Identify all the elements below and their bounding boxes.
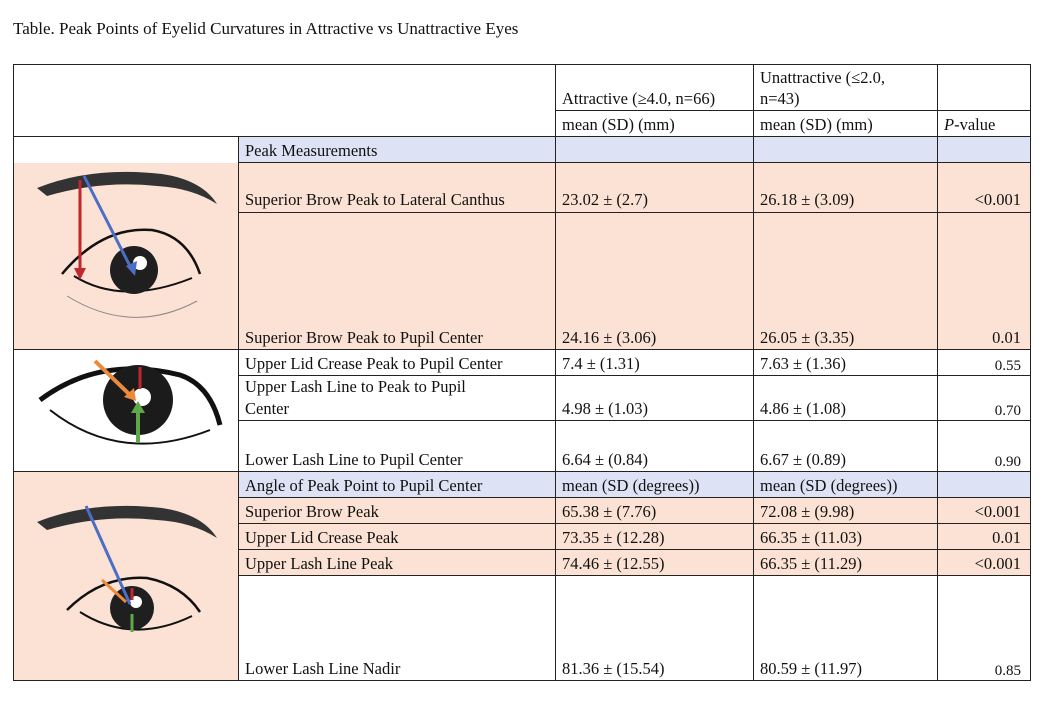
header-p-value (944, 115, 995, 135)
header-unattractive-line1: Unattractive (≤2.0, (760, 68, 885, 87)
table-caption: Table. Peak Points of Eyelid Curvatures in Attractive vs Unattractive Eyes (13, 19, 519, 38)
rule-unattractive-col (753, 64, 754, 681)
row-p: <0.001 (974, 554, 1021, 573)
header-unit-attractive: mean (SD) (mm) (562, 115, 675, 134)
row-unattractive: 80.59 ± (11.97) (760, 659, 862, 678)
rule-row3 (238, 375, 1030, 376)
section-peak-measurements: Peak Measurements (245, 141, 378, 160)
rule-bottom (13, 680, 1030, 681)
rule-image-col (238, 136, 239, 681)
row-unattractive: 26.18 ± (3.09) (760, 190, 855, 209)
row-unattractive: 7.63 ± (1.36) (760, 354, 847, 373)
eye-brow-distance-illustration (22, 166, 232, 336)
row-label-line2: Center (245, 399, 289, 418)
section-angle: Angle of Peak Point to Pupil Center (245, 476, 483, 495)
rule-row7 (238, 549, 1030, 550)
row-label: Superior Brow Peak to Lateral Canthus (245, 190, 505, 209)
rule-attractive-col (555, 64, 556, 681)
rule-left (13, 64, 14, 681)
rule-header-mid (555, 110, 1030, 111)
row-p: 0.01 (992, 528, 1021, 547)
row-p: 0.90 (994, 454, 1021, 470)
rule-right (1030, 64, 1031, 681)
row-unattractive: 26.05 ± (3.35) (760, 328, 855, 347)
row-attractive: 7.4 ± (1.31) (562, 354, 640, 373)
row-unattractive: 72.08 ± (9.98) (760, 502, 855, 521)
angle-unit-attractive: mean (SD (degrees)) (562, 476, 700, 495)
header-p-italic: P (944, 115, 955, 134)
row-unattractive: 66.35 ± (11.03) (760, 528, 862, 547)
header-p-rest: -value (954, 115, 996, 134)
header-unattractive-line2: n=43) (760, 89, 800, 108)
row-unattractive: 66.35 ± (11.29) (760, 554, 862, 573)
angle-unit-unattractive: mean (SD (degrees)) (760, 476, 898, 495)
row-label: Superior Brow Peak (245, 502, 379, 521)
row-p: 0.55 (994, 358, 1021, 374)
header-attractive: Attractive (≥4.0, n=66) (562, 89, 716, 108)
eye-lid-distance-illustration (30, 355, 230, 465)
row-label: Upper Lash Line Peak (245, 554, 393, 573)
row-attractive: 4.98 ± (1.03) (562, 399, 649, 418)
row-p: <0.001 (974, 190, 1021, 209)
row-p: 0.70 (994, 403, 1021, 419)
row-label: Upper Lid Crease Peak (245, 528, 399, 547)
row-label: Lower Lash Line Nadir (245, 659, 401, 678)
rule-angle-section (238, 497, 1030, 498)
header-unit-unattractive: mean (SD) (mm) (760, 115, 873, 134)
row-p: 0.01 (992, 328, 1021, 347)
row-attractive: 6.64 ± (0.84) (562, 450, 649, 469)
rule-row1 (238, 212, 1030, 213)
row-attractive: 65.38 ± (7.76) (562, 502, 657, 521)
rule-row6 (238, 523, 1030, 524)
rule-row8 (238, 575, 1030, 576)
rule-group2 (13, 471, 1030, 472)
row-label: Lower Lash Line to Pupil Center (245, 450, 463, 469)
row-attractive: 73.35 ± (12.28) (562, 528, 665, 547)
row-label: Superior Brow Peak to Pupil Center (245, 328, 483, 347)
row-p: 0.85 (994, 663, 1021, 679)
row-attractive: 81.36 ± (15.54) (562, 659, 665, 678)
row-attractive: 24.16 ± (3.06) (562, 328, 657, 347)
eye-angle-illustration (22, 500, 232, 660)
rule-header-bottom (13, 136, 1030, 137)
rule-row4 (238, 420, 1030, 421)
row-label-line1: Upper Lash Line to Peak to Pupil (245, 377, 466, 396)
rule-top (13, 64, 1030, 65)
rule-group1 (13, 349, 1030, 350)
row-unattractive: 4.86 ± (1.08) (760, 399, 847, 418)
row-p: <0.001 (974, 502, 1021, 521)
row-attractive: 23.02 ± (2.7) (562, 190, 649, 209)
rule-peak-section (238, 162, 1030, 163)
row-label: Upper Lid Crease Peak to Pupil Center (245, 354, 503, 373)
row-attractive: 74.46 ± (12.55) (562, 554, 665, 573)
row-unattractive: 6.67 ± (0.89) (760, 450, 847, 469)
